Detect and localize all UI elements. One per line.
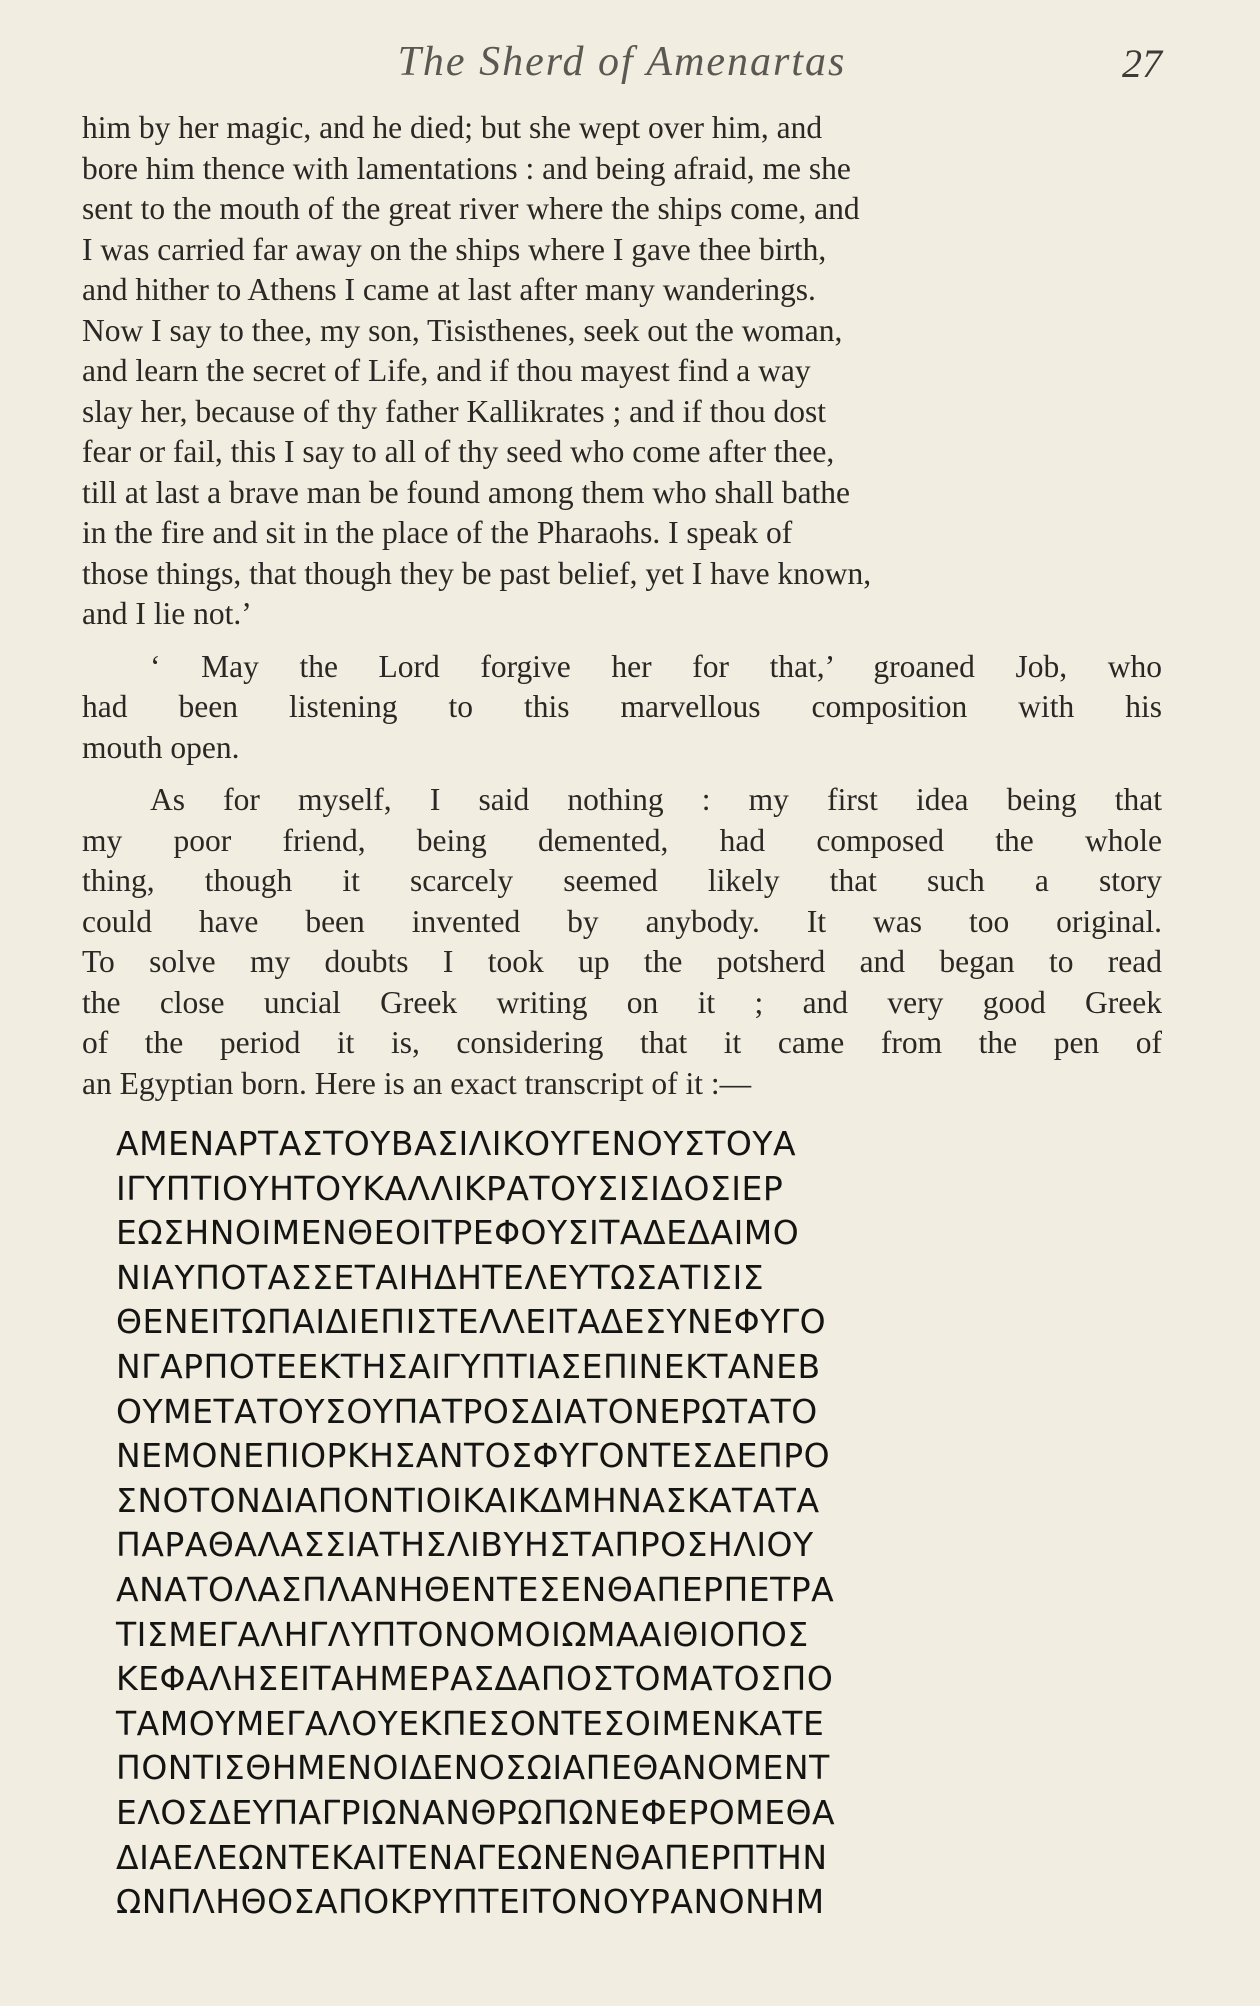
- body-text: [82, 108, 1162, 1104]
- uncial-line: ΙΓΥΠΤΙΟΥΗΤΟΥΚΑΛΛΙΚΡΑΤΟΥΣΙΣΙΔΟΣΙΕΡ: [116, 1168, 784, 1208]
- text-line: in the fire and sit in the place of the Pharaohs. I speak of: [82, 515, 793, 550]
- uncial-line: ΠΑΡΑΘΑΛΑΣΣΙΑΤΗΣΛΙΒΥΗΣΤΑΠΡΟΣΗΛΙΟΥ: [116, 1525, 814, 1565]
- text-line: and I lie not.’: [82, 596, 252, 631]
- uncial-line: ΠΟΝΤΙΣΘΗΜΕΝΟΙΔΕΝΟΣΩΙΑΠΕΘΑΝΟΜΕΝΤ: [116, 1748, 830, 1788]
- uncial-line: ΤΙΣΜΕΓΑΛΗΓΛΥΠΤΟΝΟΜΟΙΩΜΑΑΙΘΙΟΠΟΣ: [116, 1614, 809, 1654]
- uncial-line: ΕΛΟΣΔΕΥΠΑΓΡΙΩΝΑΝΘΡΩΠΩΝΕΦΕΡΟΜΕΘΑ: [116, 1792, 836, 1832]
- text-line: slay her, because of thy father Kallikrates ; and if thou dost: [82, 393, 827, 429]
- uncial-line: ΘΕΝΕΙΤΩΠΑΙΔΙΕΠΙΣΤΕΛΛΕΙΤΑΔΕΣΥΝΕΦΥΓΟ: [116, 1302, 827, 1342]
- text-line: bore him thence with lamentations : and being afraid, me she: [82, 150, 851, 186]
- text-line: mouth open.: [82, 729, 240, 765]
- text-line: thing, though it scarcely seemed likely that such a story: [82, 863, 1162, 898]
- text-line: and hither to Athens I came at last after many wanderings.: [82, 272, 816, 307]
- text-line: I was carried far away on the ships where I gave thee birth,: [82, 231, 827, 267]
- uncial-line: ΝΓΑΡΠΟΤΕΕΚΤΗΣΑΙΓΥΠΤΙΑΣΕΠΙΝΕΚΤΑΝΕΒ: [116, 1346, 821, 1386]
- text-line: had been listening to this marvellous composition with his: [82, 689, 1162, 724]
- text-line: till at last a brave man be found among them who shall bathe: [82, 474, 851, 510]
- uncial-line: ΝΕΜΟΝΕΠΙΟΡΚΗΣΑΝΤΟΣΦΥΓΟΝΤΕΣΔΕΠΡΟ: [116, 1436, 831, 1476]
- uncial-line: ΑΜΕΝΑΡΤΑΣΤΟΥΒΑΣΙΛΙΚΟΥΓΕΝΟΥΣΤΟΥΑ: [116, 1124, 797, 1163]
- text-line: Now I say to thee, my son, Tisisthenes, seek out the woman,: [82, 312, 843, 348]
- page-header: [82, 38, 1162, 98]
- text-line: fear or fail, this I say to all of thy seed who come after thee,: [82, 434, 835, 469]
- text-line: To solve my doubts I took up the potsherd and began to read: [82, 944, 1162, 979]
- text-line: the close uncial Greek writing on it ; and very good Greek: [82, 984, 1162, 1020]
- text-line: him by her magic, and he died; but she wept over him, and: [82, 110, 823, 145]
- uncial-line: ΕΩΣΗΝΟΙΜΕΝΘΕΟΙΤΡΕΦΟΥΣΙΤΑΔΕΔΑΙΜΟ: [116, 1213, 800, 1253]
- text-line: As for myself, I said nothing : my first idea being that: [150, 782, 1162, 817]
- uncial-line: ΩΝΠΛΗΘΟΣΑΠΟΚΡΥΠΤΕΙΤΟΝΟΥΡΑΝΟΝΗΜ: [116, 1882, 825, 1922]
- uncial-line: ΟΥΜΕΤΑΤΟΥΣΟΥΠΑΤΡΟΣΔΙΑΤΟΝΕΡΩΤΑΤΟ: [116, 1391, 818, 1431]
- text-line: of the period it is, considering that it came from the pen of: [82, 1025, 1162, 1060]
- page-number: 27: [1122, 41, 1162, 86]
- uncial-line: ΝΙΑΥΠΟΤΑΣΣΕΤΑΙΗΔΗΤΕΛΕΥΤΩΣΑΤΙΣΙΣ: [116, 1257, 765, 1297]
- text-line: could have been invented by anybody. It was too original.: [82, 903, 1162, 939]
- text-line: ‘ May the Lord forgive her for that,’ groaned Job, who: [150, 648, 1162, 684]
- running-title: The Sherd of Amenartas: [397, 39, 847, 85]
- paragraph-job: [82, 647, 1162, 769]
- text-line: sent to the mouth of the great river where the ships come, and: [82, 191, 860, 226]
- text-line: and learn the secret of Life, and if thou mayest find a way: [82, 353, 811, 388]
- text-line: an Egyptian born. Here is an exact transcript of it :—: [82, 1065, 752, 1101]
- uncial-line: ΚΕΦΑΛΗΣΕΙΤΑΗΜΕΡΑΣΔΑΠΟΣΤΟΜΑΤΟΣΠΟ: [116, 1659, 834, 1699]
- paragraph-narrator: [82, 780, 1162, 1104]
- text-line: those things, that though they be past belief, yet I have known,: [82, 555, 872, 591]
- uncial-line: ΑΝΑΤΟΛΑΣΠΛΑΝΗΘΕΝΤΕΣΕΝΘΑΠΕΡΠΕΤΡΑ: [116, 1569, 835, 1609]
- uncial-line: ΤΑΜΟΥΜΕΓΑΛΟΥΕΚΠΕΣΟΝΤΕΣΟΙΜΕΝΚΑΤΕ: [116, 1703, 825, 1743]
- text-line: my poor friend, being demented, had composed the whole: [82, 822, 1162, 858]
- uncial-transcript: [116, 1122, 1134, 1925]
- uncial-line: ΔΙΑΕΛΕΩΝΤΕΚΑΙΤΕΝΑΓΕΩΝΕΝΘΑΠΕΡΠΤΗΝ: [116, 1837, 828, 1877]
- uncial-line: ΣΝΟΤΟΝΔΙΑΠΟΝΤΙΟΙΚΑΙΚΔΜΗΝΑΣΚΑΤΑΤΑ: [116, 1480, 820, 1520]
